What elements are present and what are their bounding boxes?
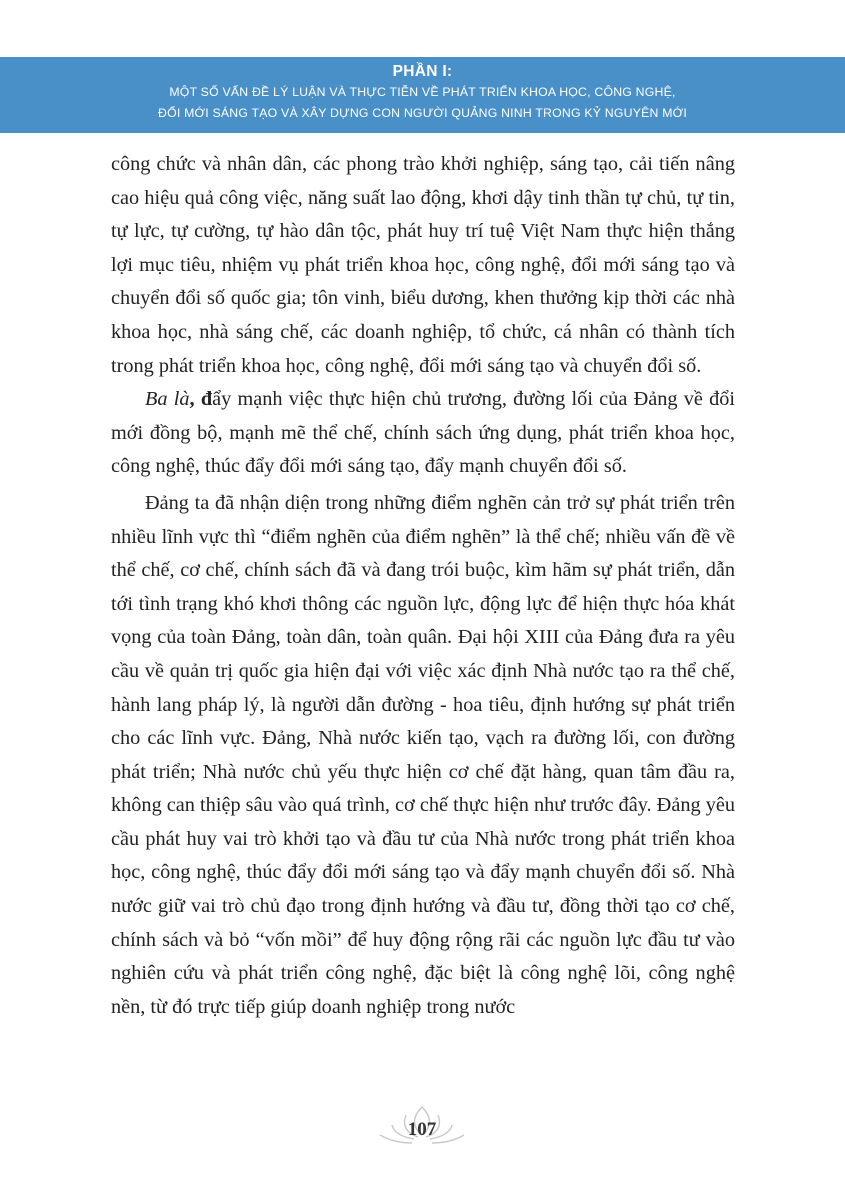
page-footer [362,1103,482,1155]
part-subtitle-line-2: ĐỔI MỚI SÁNG TẠO VÀ XÂY DỰNG CON NGƯỜI QUẢNG NINH TRONG KỶ NGUYÊN MỚI [158,106,687,120]
page-body [111,148,735,1024]
page-number: 107 [407,1119,437,1140]
paragraph-2-lead-italic: Ba là [145,388,190,411]
section-header-banner [0,57,845,133]
paragraph-2 [111,383,735,484]
paragraph-3: Đảng ta đã nhận diện trong những điểm nghẽn cản trở sự phát triển trên nhiều lĩnh vực thì “điểm nghẽn của điểm nghẽn” là thể chế; nhiều vấn đề về thể chế, cơ chế, chính sách đã và đang trói buộc, kìm hãm sự phát triển, dẫn tới tình trạng khó khơi thông các nguồn lực, động lực để hiện thực hóa khát vọng của toàn Đảng, toàn dân, toàn quân. Đại hội XIII của Đảng đưa ra yêu cầu về quản trị quốc gia hiện đại với việc xác định Nhà nước tạo ra thể chế, hành lang pháp lý, là người dẫn đường - hoa tiêu, định hướng sự phát triển cho các lĩnh vực. Đảng, Nhà nước kiến tạo, vạch ra đường lối, con đường phát triển; Nhà nước chủ yếu thực hiện cơ chế đặt hàng, quan tâm đầu ra, không can thiệp sâu vào quá trình, cơ chế thực hiện như trước đây. Đảng yêu cầu phát huy vai trò khởi tạo và đầu tư của Nhà nước trong phát triển khoa học, công nghệ, thúc đẩy đổi mới sáng tạo và đẩy mạnh chuyển đổi số. Nhà nước giữ vai trò chủ đạo trong định hướng và đầu tư, đồng thời tạo cơ chế, chính sách và bỏ “vốn mồi” để huy động rộng rãi các nguồn lực đầu tư vào nghiên cứu và phát triển công nghệ, đặc biệt là công nghệ lõi, công nghệ nền, từ đó trực tiếp giúp doanh nghiệp trong nước [111,491,735,1018]
part-subtitle-line-1: MỘT SỐ VẤN ĐỀ LÝ LUẬN VÀ THỰC TIỄN VỀ PHÁT TRIỂN KHOA HỌC, CÔNG NGHỆ, [169,85,676,99]
paragraph-1: công chức và nhân dân, các phong trào khởi nghiệp, sáng tạo, cải tiến nâng cao hiệu quả công việc, năng suất lao động, khơi dậy tinh thần tự chủ, tự tin, tự lực, tự cường, tự hào dân tộc, phát huy trí tuệ Việt Nam thực hiện thắng lợi mục tiêu, nhiệm vụ phát triển khoa học, công nghệ, đổi mới sáng tạo và chuyển đổi số quốc gia; tôn vinh, biểu dương, khen thưởng kịp thời các nhà khoa học, nhà sáng chế, các doanh nghiệp, tổ chức, cá nhân có thành tích trong phát triển khoa học, công nghệ, đổi mới sáng tạo và chuyển đổi số. [111,153,735,377]
paragraph-2-text: ẩy mạnh việc thực hiện chủ trương, đường lối của Đảng về đổi mới đồng bộ, mạnh mẽ thể chế, chính sách ứng dụng, phát triển khoa học, công nghệ, thúc đẩy đổi mới sáng tạo, đẩy mạnh chuyển đổi số. [111,388,736,478]
paragraph-2-lead-bold: , đ [189,388,213,411]
part-title: PHẦN I: [392,63,453,80]
